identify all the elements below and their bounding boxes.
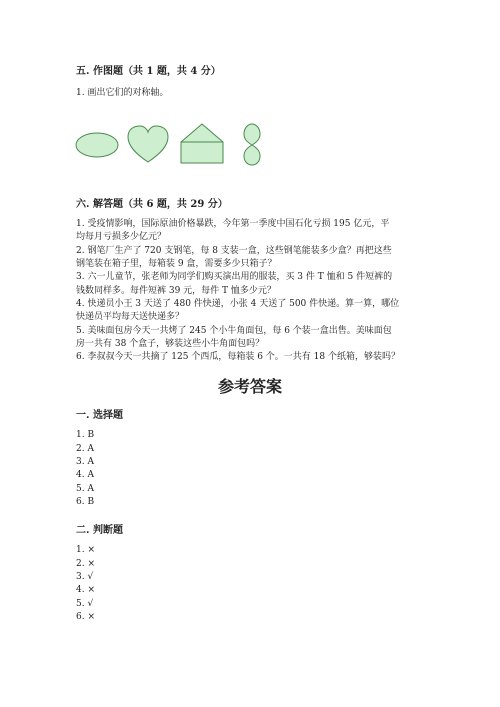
- ellipse-shape: [76, 133, 118, 157]
- answer-item: 3. A: [76, 457, 94, 467]
- answer-item: 2. A: [76, 444, 94, 454]
- answer-item: 1. B: [76, 430, 95, 440]
- answer-item: 3. √: [76, 572, 94, 582]
- answer-item: 6. ×: [76, 612, 95, 622]
- answer-item: 6. B: [76, 497, 95, 507]
- answer-item: 5. A: [76, 484, 94, 494]
- section5-question-1: 1. 画出它们的对称轴。: [76, 88, 169, 98]
- answer-item: 4. A: [76, 470, 94, 480]
- question-line: 钱数同样多。每件短裤 39 元，每件 T 恤多少元？: [76, 286, 276, 296]
- answer-item: 2. ×: [76, 559, 95, 569]
- answer-item: 1. ×: [76, 545, 95, 555]
- section6-heading: 六. 解答题（共 6 题，共 29 分）: [76, 199, 228, 210]
- question-line: 4. 快递员小王 3 天送了 480 件快递，小张 4 天送了 500 件快递。算一算，哪位: [76, 299, 400, 309]
- question-line: 房一共有 38 个盒子，够装这些小牛角面包吗？: [76, 339, 265, 349]
- question-line: 3. 六一儿童节，张老师为同学们购买演出用的服装，买 3 件 T 恤和 5 件短裤的: [76, 272, 393, 282]
- question-line: 5. 美味面包房今天一共烤了 245 个小牛角面包，每 6 个装一盒出售。美味面包: [76, 326, 392, 336]
- heart-shape: [128, 126, 168, 162]
- question-line: 1. 受疫情影响，国际原油价格暴跌，今年第一季度中国石化亏损 195 亿元，平: [76, 219, 390, 229]
- question-line: 均每月亏损多少亿元？: [76, 232, 167, 242]
- question-line: 钢笔装在箱子里，每箱装 9 盒，需要多少只箱子？: [76, 259, 277, 269]
- answers-title: 参考答案: [217, 377, 282, 396]
- answer-item: 5. √: [76, 599, 94, 609]
- answer-item: 4. ×: [76, 585, 95, 595]
- shapes-group: [72, 120, 272, 170]
- figure-eight-shape: [244, 124, 260, 165]
- question-line: 快递员平均每天送快递多？: [76, 312, 185, 322]
- house-shape: [181, 124, 223, 163]
- question-line: 6. 李叔叔今天一共摘了 125 个西瓜，每箱装 6 个。一共有 18 个纸箱，够装吗？: [76, 352, 400, 362]
- section5-heading: 五. 作图题（共 1 题，共 4 分）: [76, 66, 221, 77]
- choice-heading: 一. 选择题: [76, 410, 123, 421]
- question-line: 2. 钢笔厂生产了 720 支钢笔，每 8 支装一盒，这些钢笔能装多少盒？再把这些: [76, 246, 392, 256]
- judge-heading: 二. 判断题: [76, 525, 123, 536]
